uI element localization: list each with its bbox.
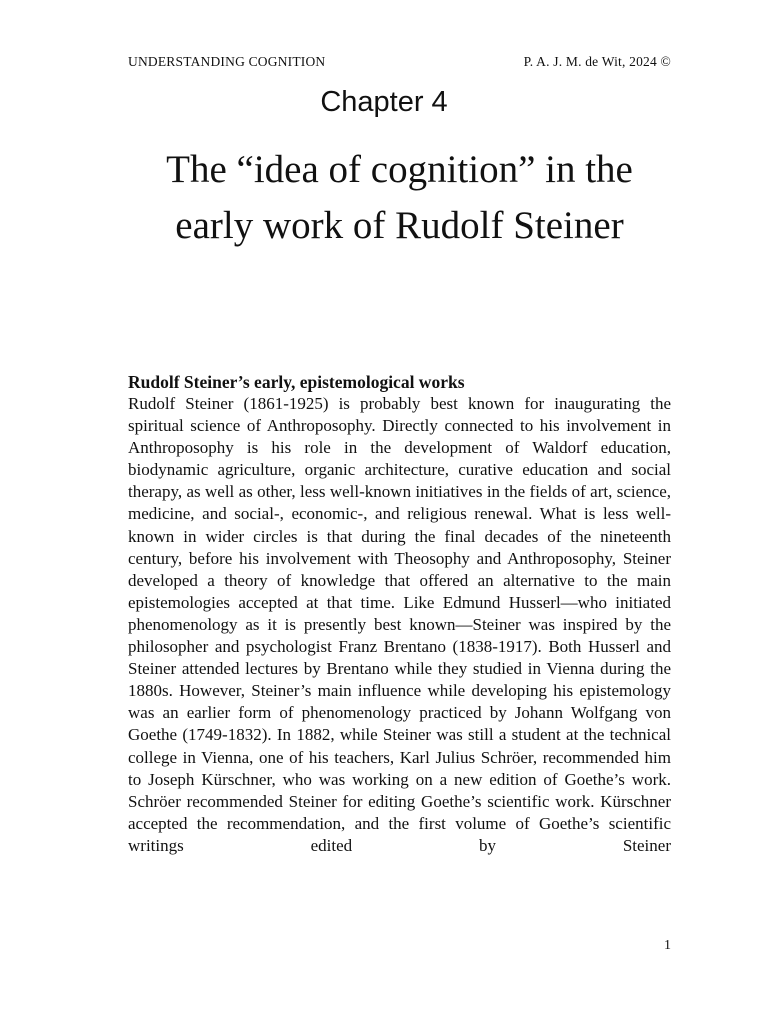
page-number: 1 — [664, 938, 671, 953]
section — [128, 371, 671, 857]
chapter-title: The “idea of cognition” in the early work of Rudolf Steiner — [166, 148, 633, 247]
section-heading: Rudolf Steiner’s early, epistemological works — [128, 372, 465, 392]
running-header-author: P. A. J. M. de Wit, 2024 © — [523, 54, 671, 69]
body-paragraph: Rudolf Steiner (1861-1925) is probably best known for inaugurating the spiritual science of Anthroposophy. Directly connected to his involvement in Anthroposophy is his role in the development of Waldorf education, biodynamic agriculture, organic architecture, curative education and social therapy, as well as other, less well-known initiatives in the fields of art, science, medicine, and social-, economic-, and religious renewal. What is less well-known in wider circles is that during the final decades of the nineteenth century, before his involvement with Theosophy and Anthroposophy, Steiner developed a theory of knowledge that offered an alternative to the main epistemologies accepted at that time. Like Edmund Husserl—who initiated phenomenology as it is presently best known—Steiner was inspired by the philosopher and psychologist Franz Brentano (1838-1917). Both Husserl and Steiner attended lectures by Brentano while they studied in Vienna during the 1880s. However, Steiner’s main influence while developing his epistemology was an earlier form of phenomenology practiced by Johann Wolfgang von Goethe (1749-1832). In 1882, while Steiner was still a student at the technical college in Vienna, one of his teachers, Karl Julius Schröer, recommended him to Joseph Kürschner, who was working on a new edition of Goethe’s work. Schröer recommended Steiner for editing Goethe’s scientific work. Kürschner accepted the recommendation, and the first volume of Goethe’s scientific writings edited by Steiner — [128, 394, 671, 855]
running-header — [128, 54, 671, 70]
running-header-book-title: UNDERSTANDING COGNITION — [128, 54, 326, 69]
chapter-label: Chapter 4 — [320, 86, 448, 118]
